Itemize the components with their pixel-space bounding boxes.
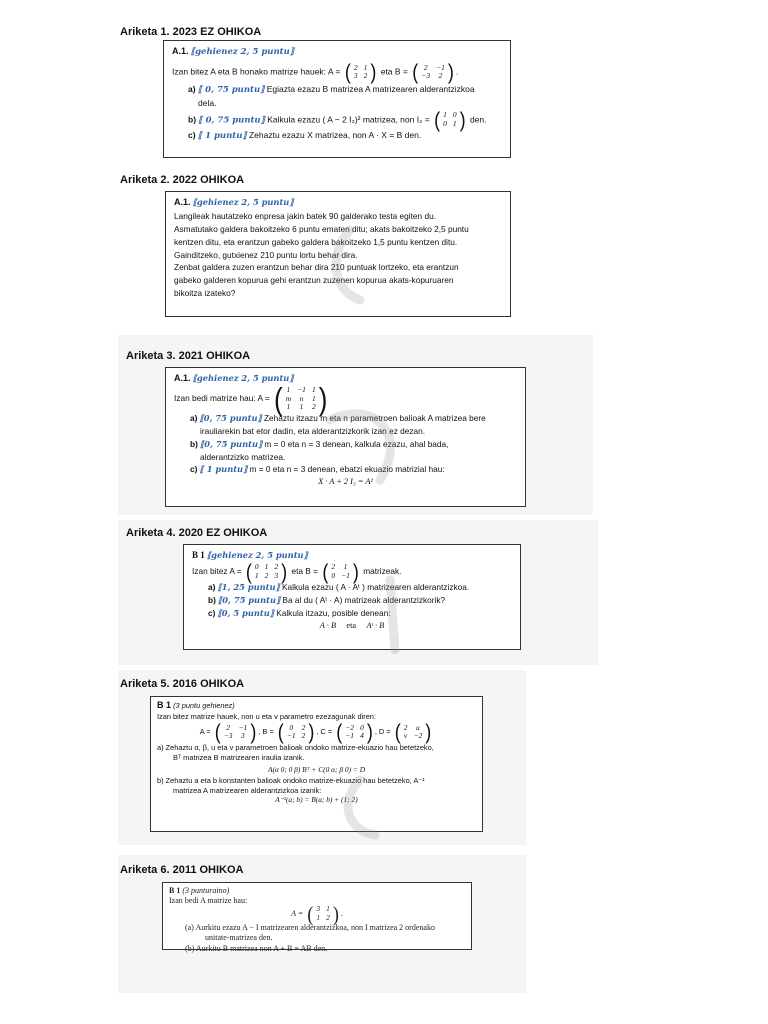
problem1-part-c: Zehaztu ezazu X matrizea, non A · X = B den. xyxy=(248,129,422,140)
problem4-intro: Izan bitez A = xyxy=(192,566,242,577)
problem2-line: bikoitza izateko? xyxy=(174,288,236,299)
problem5-title: Ariketa 5. 2016 OHIKOA xyxy=(120,678,245,690)
problem3-part-b: m = 0 eta n = 3 denean, kalkula ezazu, ahal bada, xyxy=(264,438,449,449)
problem5-part-b: b) Zehaztu a eta b konstanten balioak ondoko matrize-ekuazio hau betetzeko, A⁻¹ xyxy=(157,776,425,786)
problem5-intro: Izan bitez matrize hauek, non u eta v parametro ezezagunak diren: xyxy=(157,711,376,721)
problem1-header: A.1. xyxy=(172,46,189,56)
problem3-equation: X · A + 2 I₃ = A² xyxy=(318,477,373,487)
problem5-equation-b: A⁻¹(a; b) = B(a; b) + (1; 2) xyxy=(275,795,358,805)
problem6-part-b: (b) Aurkitu B matrizea non A + B = AB den. xyxy=(185,943,328,953)
problem2-line: Zenbat galdera zuzen erantzun behar dira 210 puntuak lortzeko, eta erantzun xyxy=(174,262,459,273)
problem2-box: A.1. ⟦gehienez 2, 5 puntu⟧ Langileak hautatzeko enpresa jakin batek 90 galderako testa egiten du. Asmatutako galdera bakoitzeko 6 puntu ematen ditu; akats bakoitzeko 2,5 puntu kentzen ditu, eta erantzun gabeko galdera bakoitzeko 1,5 puntu kentzen ditu. Gainditzeko, gutxienez 210 puntu lortu behar dira. Zenbat galdera zuzen erantzun behar dira 210 puntuak lortzeko, eta erantzun gabeko galderen kopurua gehi erantzun zuzenen kopurua akats-kopuruaren bikoitza izateko? xyxy=(165,191,511,317)
problem3-title: Ariketa 3. 2021 OHIKOA xyxy=(126,350,251,362)
problem2-line: Asmatutako galdera bakoitzeko 6 puntu ematen ditu; akats bakoitzeko 2,5 puntu xyxy=(174,223,469,234)
problem4-equation: A · B eta Aᵗ · B xyxy=(319,620,385,630)
problem6-intro: Izan bedi A matrize hau: xyxy=(169,896,248,906)
problem1-intro: Izan bitez A eta B honako matrize hauek: A = xyxy=(172,66,341,77)
problem2-line: gabeko galderen kopurua gehi erantzun zuzenen kopurua akats-kopuruaren xyxy=(174,275,454,286)
problem4-box: B 1 ⟦gehienez 2, 5 puntu⟧ Izan bitez A = ( 0 1 2 1 2 3 ) eta B = ( 2 1 0 −1 ) matrizeak. a) ⟦1, 25 puntu⟧ Kalkula ezazu ( A · Aᵗ ) matrizearen alderantzizkoa. b) ⟦0, 75 puntu⟧ Ba al du ( Aᵗ · A) matrizeak alderantzizkorik? c) ⟦0, 5 puntu⟧ Kalkula itzazu, posible denean: A · B eta Aᵗ · B xyxy=(183,544,521,650)
problem4-title: Ariketa 4. 2020 EZ OHIKOA xyxy=(126,527,268,539)
problem3-intro: Izan bedi matrize hau: A = xyxy=(174,393,270,404)
problem4-matrix-a: ( 0 1 2 1 2 3 ) xyxy=(245,559,288,584)
problem2-title: Ariketa 2. 2022 OHIKOA xyxy=(120,174,245,186)
problem5-box: B 1 (3 puntu gehienez) Izan bitez matrize hauek, non u eta v parametro ezezagunak diren: A = ( 2 −1 −3 3 ) , B = ( 0 2 −1 2 ) , C = ( −2 0 −1 4 ) , D = ( 2 u v −2 ) a) Zehaztu α, β, u eta v parametroen balioak ondoko matrize-ekuazio hau betetzeko, Bᵀ matrizea B matrizearen iraulia izanik. A(α 0; 0 β) Bᵀ + C(0 α; β 0) = D b) Zehaztu a eta b konstanten balioak ondoko matrize-ekuazio hau betetzeko, A⁻¹ matrizea A matrizearen alderantzizkoa izanik: A⁻¹(a; b) = B(a; b) + (1; 2) xyxy=(150,696,483,832)
problem1-matrix-a: ( 2 1 3 2 ) xyxy=(344,60,377,85)
problem6-box: B 1 (3 punturaino) Izan bedi A matrize hau: A = ( 3 1 1 2 ) . (a) Aurkitu ezazu A − I matrizearen alderantzizkoa, non I matrizea 2 ordenako unitate-matrizea den. (b) Aurkitu B matrizea non A + B = AB den. xyxy=(162,882,472,950)
problem1-box: A.1. ⟦gehienez 2, 5 puntu⟧ Izan bitez A eta B honako matrize hauek: A = ( 2 1 3 2 ) eta B = ( 2 −1 −3 2 ) . a) ⟦ 0, 75 puntu⟧ Egiazta ezazu B matrizea A matrizearen alderantzizkoa dela. b) ⟦ 0, 75 puntu⟧ Kalkula ezazu ( A − 2 I₂)² matrizea, non I₂ = ( 1 0 0 1 ) den. c) ⟦ 1 puntu⟧ Zehaztu ezazu X matrizea, non A · X = B den. xyxy=(163,40,511,158)
problem6-part-a: (a) Aurkitu ezazu A − I matrizearen alderantzizkoa, non I matrizea 2 ordenako xyxy=(185,922,435,932)
problem1-title: Ariketa 1. 2023 EZ OHIKOA xyxy=(120,26,262,38)
problem4-part-a: Kalkula ezazu ( A · Aᵗ ) matrizearen alderantzizkoa. xyxy=(281,581,470,592)
problem4-part-c: Kalkula itzazu, posible denean: xyxy=(276,607,391,618)
problem1-matrix-b: ( 2 −1 −3 2 ) xyxy=(412,60,454,85)
problem5-equation-a: A(α 0; 0 β) Bᵀ + C(0 α; β 0) = D xyxy=(267,764,366,774)
problem1-part-a: Egiazta ezazu B matrizea A matrizearen alderantzizkoa xyxy=(266,84,475,95)
problem3-box: A.1. ⟦gehienez 2, 5 puntu⟧ Izan bedi matrize hau: A = ( 1 −1 1 m n 1 1 1 2 ) a) ⟦0, 75 puntu⟧ Zehaztu itzazu m eta n parametroen balioak A matrizea bere irauliarekin bat etor dadin, eta alderantzizkorik izan ez dezan. b) ⟦0, 75 puntu⟧ m = 0 eta n = 3 denean, kalkula ezazu, ahal bada, alderantzizko matrizea. c) ⟦ 1 puntu⟧ m = 0 eta n = 3 denean, ebatzi ekuazio matrizial hau: X · A + 2 I₃ = A² xyxy=(165,367,526,507)
problem1-points: ⟦gehienez 2, 5 puntu⟧ xyxy=(190,47,294,57)
problem1-identity: ( 1 0 0 1 ) xyxy=(434,107,466,132)
problem4-part-b: Ba al du ( Aᵗ · A) matrizeak alderantzizkorik? xyxy=(282,594,446,605)
problem6-title: Ariketa 6. 2011 OHIKOA xyxy=(120,864,244,876)
problem5-matrices: A = ( 2 −1 −3 3 ) , B = ( 0 2 −1 2 ) , C = ( −2 0 −1 4 ) , D = ( 2 u v −2 ) xyxy=(199,720,432,745)
problem3-part-a: Zehaztu itzazu m eta n parametroen balioak A matrizea bere xyxy=(263,412,486,423)
problem3-matrix-a: ( 1 −1 1 m n 1 1 1 2 ) xyxy=(274,380,328,417)
problem3-part-c: m = 0 eta n = 3 denean, ebatzi ekuazio matrizial hau: xyxy=(249,464,445,475)
problem6-matrix: A = ( 3 1 1 2 ) . xyxy=(291,901,343,926)
problem1-part-b: Kalkula ezazu ( A − 2 I₂)² matrizea, non I₂ = xyxy=(267,113,430,124)
problem2-line: kentzen ditu, eta erantzun gabeko galdera bakoitzeko 1,5 puntu kentzen ditu. xyxy=(174,236,458,247)
problem5-part-a: a) Zehaztu α, β, u eta v parametroen balioak ondoko matrize-ekuazio hau betetzeko, xyxy=(157,743,434,753)
problem2-line: Gainditzeko, gutxienez 210 puntu lortu behar dira. xyxy=(174,249,358,260)
problem2-line: Langileak hautatzeko enpresa jakin batek 90 galderako testa egiten du. xyxy=(174,210,437,221)
problem4-matrix-b: ( 2 1 0 −1 ) xyxy=(322,559,359,584)
